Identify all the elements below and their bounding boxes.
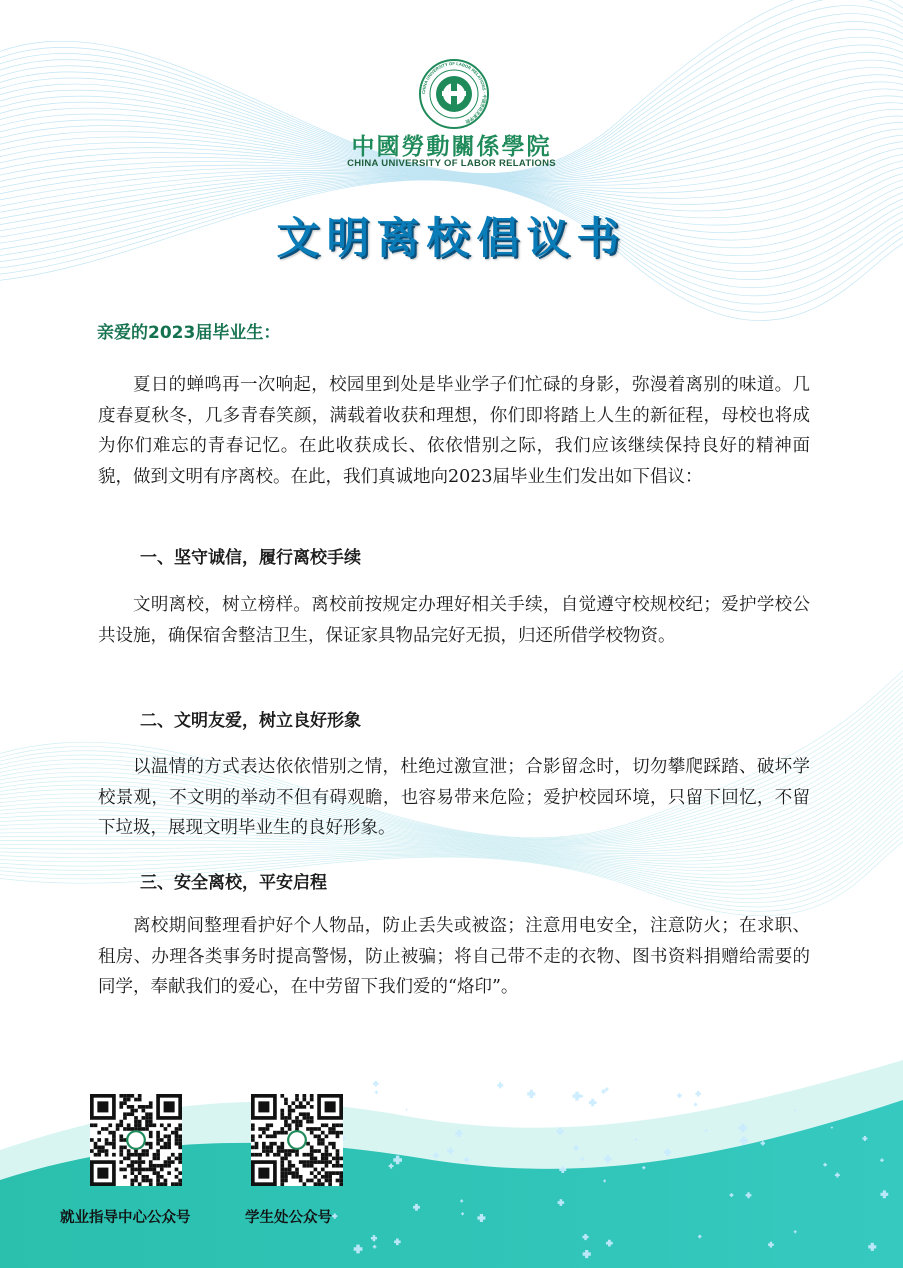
qr-code-employment[interactable]	[90, 1094, 182, 1186]
document-title: 文明离校倡议书	[276, 214, 627, 264]
section-2-heading: 二、文明友爱，树立良好形象	[140, 711, 361, 731]
qr-label-student-affairs: 学生处公众号	[245, 1210, 332, 1226]
section-3-heading: 三、安全离校，平安启程	[140, 873, 327, 893]
section-3-body: 离校期间整理看护好个人物品，防止丢失或被盗；注意用电安全，注意防火；在求职、租房、办理各类事务时提高警惕，防止被骗；将自己带不走的衣物、图书资料捐赠给需要的同学，奉献我们的爱心，在中劳留下我们爱的“烙印”。	[98, 916, 810, 997]
school-name-cn: 中國勞動關係學院	[351, 133, 552, 160]
qr-label-employment: 就业指导中心公众号	[60, 1210, 191, 1226]
logo-ring-text: CHINA UNIVERSITY OF LABOR RELATIONS · 中国劳动关系学院	[420, 60, 488, 125]
section-2-body: 以温情的方式表达依依惜别之情，杜绝过激宣泄；合影留念时，切勿攀爬踩踏、破坏学校景观，不文明的举动不但有碍观瞻，也容易带来危险；爱护校园环境，只留下回忆，不留下垃圾，展现文明毕业生的良好形象。	[98, 757, 810, 838]
university-logo	[418, 58, 490, 130]
school-name-en: CHINA UNIVERSITY OF LABOR RELATIONS	[347, 158, 556, 169]
greeting: 亲爱的2023届毕业生：	[97, 323, 281, 343]
intro-paragraph: 夏日的蝉鸣再一次响起，校园里到处是毕业学子们忙碌的身影，弥漫着离别的味道。几度春夏秋冬，几多青春笑颜，满载着收获和理想，你们即将踏上人生的新征程，母校也将成为你们难忘的青春记忆。在此收获成长、依依惜别之际，我们应该继续保持良好的精神面貌，做到文明有序离校。在此，我们真诚地向2023届毕业生们发出如下倡议：	[98, 375, 810, 487]
section-1-body: 文明离校，树立榜样。离校前按规定办理好相关手续，自觉遵守校规校纪；爱护学校公共设施，确保宿舍整洁卫生，保证家具物品完好无损，归还所借学校物资。	[98, 595, 810, 646]
section-1-heading: 一、坚守诚信，履行离校手续	[140, 548, 361, 568]
qr-code-student-affairs[interactable]	[251, 1094, 343, 1186]
